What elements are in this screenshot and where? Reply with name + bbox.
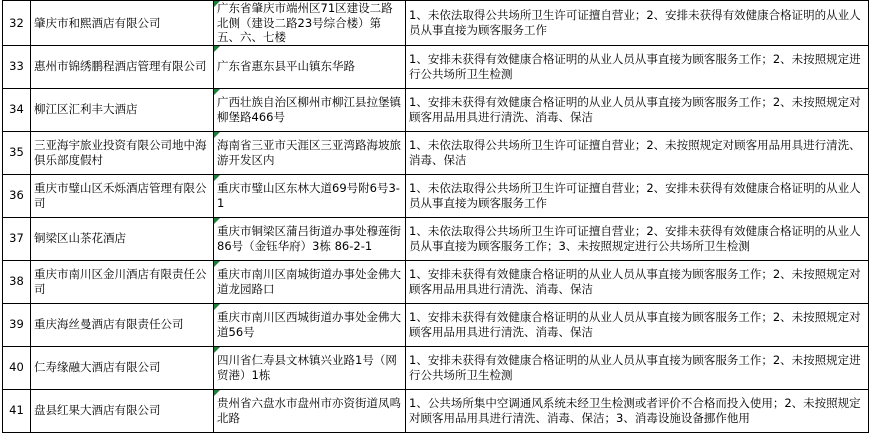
company-name: 肇庆市和熙酒店有限公司	[31, 1, 214, 46]
violation-items: 1、未依法取得公共场所卫生许可证擅自营业；2、安排未获得有效健康合格证明的从业人员从事直接为顾客服务工作	[406, 174, 869, 217]
row-number: 34	[3, 88, 31, 131]
row-number: 37	[3, 217, 31, 260]
table-row	[3, 88, 869, 131]
row-number: 36	[3, 174, 31, 217]
company-address: 贵州省六盘水市盘州市亦资街道凤鸣北路	[214, 389, 406, 432]
table-row	[3, 45, 869, 88]
company-name: 柳江区汇利丰大酒店	[31, 88, 214, 131]
violation-items: 1、未依法取得公共场所卫生许可证擅自营业；2、安排未获得有效健康合格证明的从业人员从事直接为顾客服务工作；3、未按照规定进行公共场所卫生检测	[406, 217, 869, 260]
table-row	[3, 389, 869, 432]
violation-items: 1、安排未获得有效健康合格证明的从业人员从事直接为顾客服务工作；2、未按照规定对顾客用品用具进行清洗、消毒、保洁	[406, 303, 869, 346]
company-name: 盘县红果大酒店有限公司	[31, 389, 214, 432]
company-name: 惠州市锦绣鹏程酒店管理有限公司	[31, 45, 214, 88]
company-address: 广东省肇庆市端州区71区建设二路北侧（建设二路23号综合楼）第五、六、七楼	[214, 1, 406, 46]
row-number: 32	[3, 1, 31, 46]
violation-items: 1、安排未获得有效健康合格证明的从业人员从事直接为顾客服务工作；2、未按照规定进行公共场所卫生检测	[406, 346, 869, 389]
table-row	[3, 174, 869, 217]
row-number: 33	[3, 45, 31, 88]
company-address: 重庆市南川区南城街道办事处金佛大道龙园路口	[214, 260, 406, 303]
violations-table	[2, 0, 869, 433]
company-name: 三亚海宇旅业投资有限公司地中海俱乐部度假村	[31, 131, 214, 174]
row-number: 41	[3, 389, 31, 432]
company-address: 海南省三亚市天涯区三亚湾路海坡旅游开发区内	[214, 131, 406, 174]
company-address: 重庆市南川区西城街道办事处金佛大道56号	[214, 303, 406, 346]
company-address: 重庆市铜梁区蒲吕街道办事处穆莲街86号（金钰华府）3栋 86-2-1	[214, 217, 406, 260]
row-number: 35	[3, 131, 31, 174]
violation-items: 1、安排未获得有效健康合格证明的从业人员从事直接为顾客服务工作；2、未按照规定进行公共场所卫生检测	[406, 45, 869, 88]
company-name: 重庆市璧山区禾烁酒店管理有限公司	[31, 174, 214, 217]
company-name: 仁寿缘融大酒店有限公司	[31, 346, 214, 389]
table-row	[3, 1, 869, 46]
table-row	[3, 303, 869, 346]
company-address: 四川省仁寿县文林镇兴业路1号（网贸港）1栋	[214, 346, 406, 389]
company-address: 广西壮族自治区柳州市柳江县拉堡镇柳堡路466号	[214, 88, 406, 131]
violation-items: 1、公共场所集中空调通风系统未经卫生检测或者评价不合格而投入使用；2、未按照规定对顾客用品用具进行清洗、消毒、保洁；3、消毒设施设备挪作他用	[406, 389, 869, 432]
company-address: 重庆市璧山区东林大道69号附6号3-1	[214, 174, 406, 217]
company-name: 重庆市南川区金川酒店有限责任公司	[31, 260, 214, 303]
company-name: 铜梁区山茶花酒店	[31, 217, 214, 260]
table-row	[3, 260, 869, 303]
violation-items: 1、未依法取得公共场所卫生许可证擅自营业；2、未按照规定对顾客用品用具进行清洗、消毒、保洁	[406, 131, 869, 174]
table-row	[3, 346, 869, 389]
violation-items: 1、安排未获得有效健康合格证明的从业人员从事直接为顾客服务工作；2、未按照规定对顾客用品用具进行清洗、消毒、保洁	[406, 260, 869, 303]
table-row	[3, 217, 869, 260]
table-row	[3, 131, 869, 174]
row-number: 40	[3, 346, 31, 389]
company-name: 重庆海丝曼酒店有限责任公司	[31, 303, 214, 346]
violation-items: 1、安排未获得有效健康合格证明的从业人员从事直接为顾客服务工作；2、未按照规定对顾客用品用具进行清洗、消毒、保洁	[406, 88, 869, 131]
row-number: 39	[3, 303, 31, 346]
company-address: 广东省惠东县平山镇东华路	[214, 45, 406, 88]
row-number: 38	[3, 260, 31, 303]
violation-items: 1、未依法取得公共场所卫生许可证擅自营业；2、安排未获得有效健康合格证明的从业人员从事直接为顾客服务工作	[406, 1, 869, 46]
